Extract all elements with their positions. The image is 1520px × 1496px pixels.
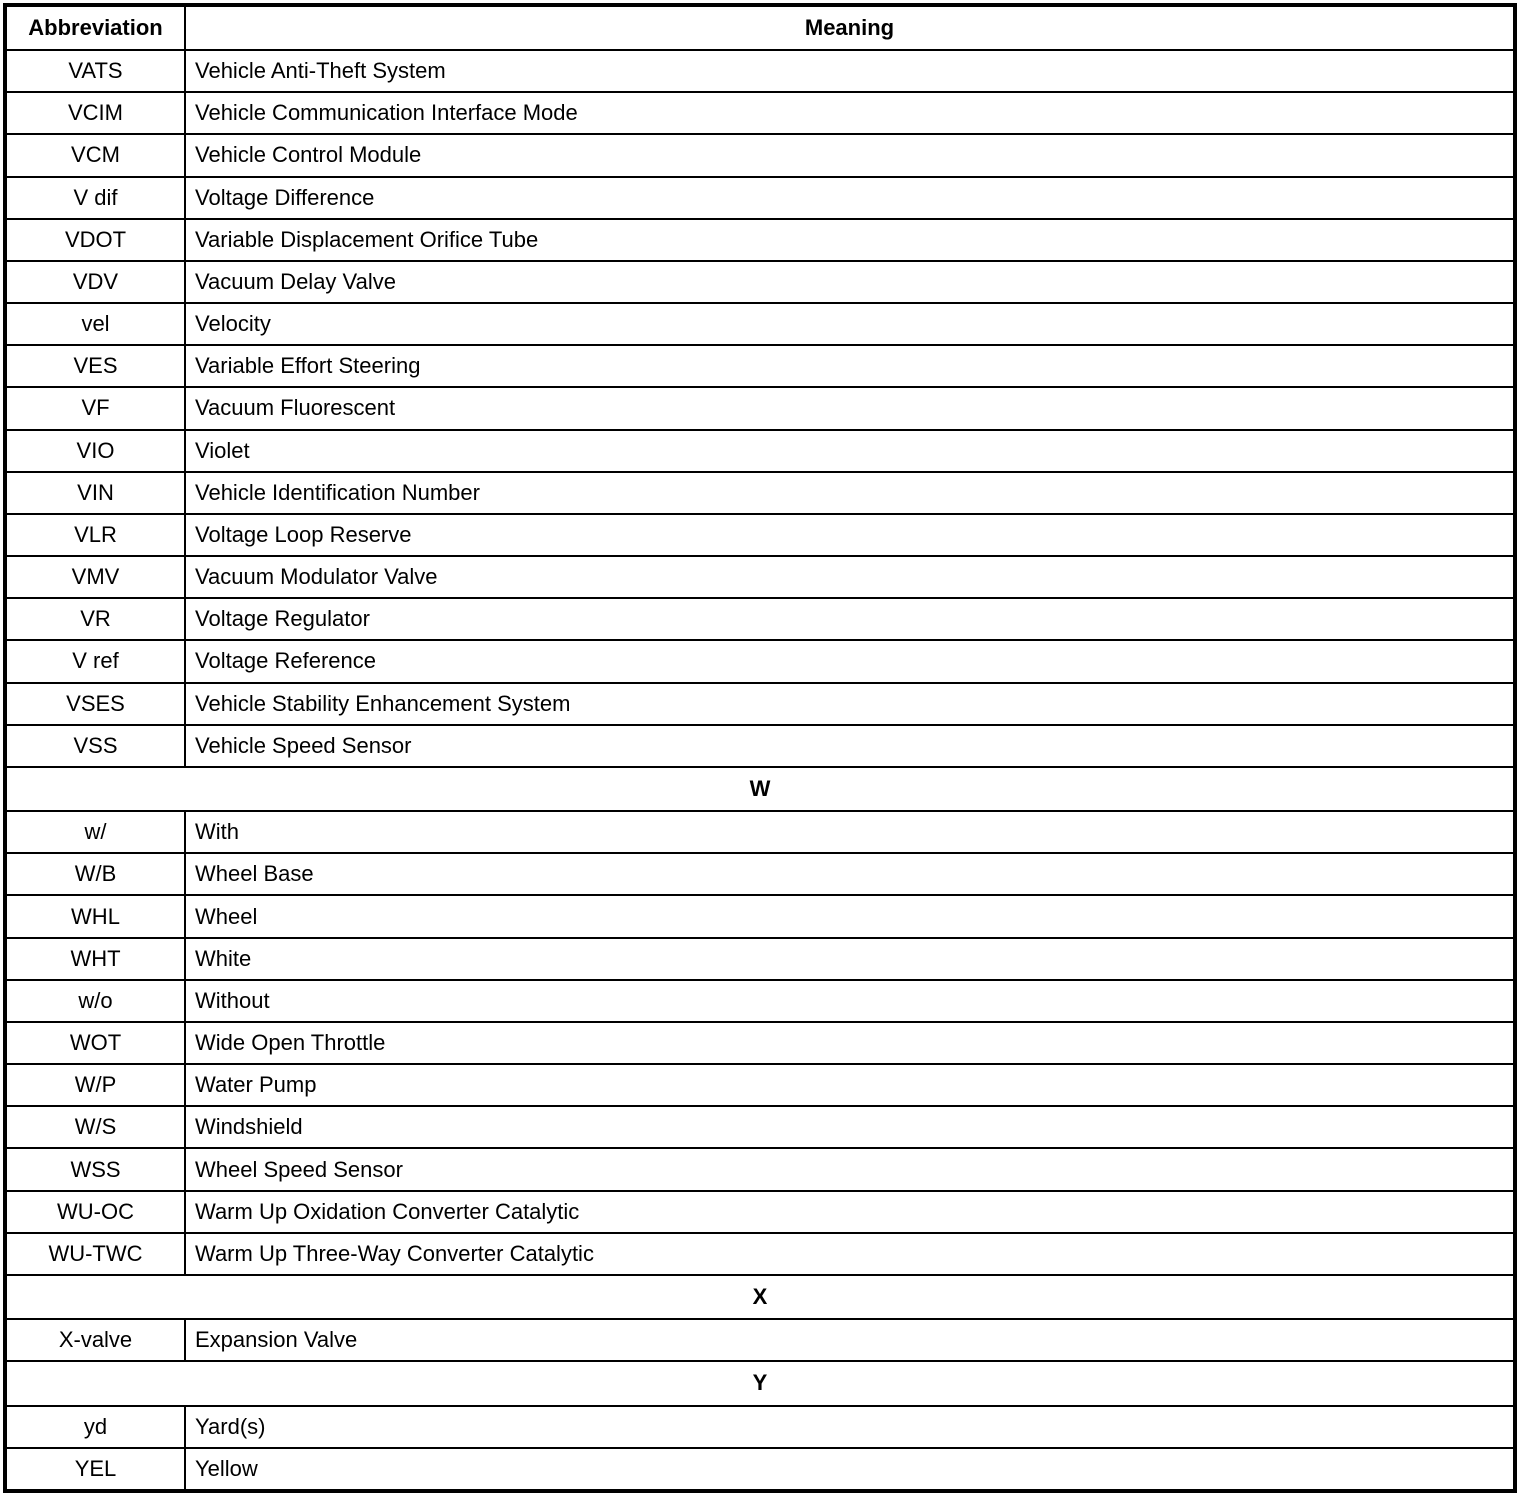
section-letter-label: W (5, 767, 1515, 811)
abbreviation-column-header: Abbreviation (5, 5, 185, 50)
abbreviation-cell: VATS (5, 50, 185, 92)
table-row (5, 1022, 1515, 1064)
section-header-row (5, 767, 1515, 811)
meaning-cell: Wheel (185, 895, 1515, 937)
table-row (5, 1448, 1515, 1491)
table-row (5, 895, 1515, 937)
table-row (5, 387, 1515, 429)
meaning-cell: Windshield (185, 1106, 1515, 1148)
abbreviation-cell: VDV (5, 261, 185, 303)
table-row (5, 556, 1515, 598)
meaning-cell: Voltage Difference (185, 177, 1515, 219)
meaning-cell: Vehicle Anti-Theft System (185, 50, 1515, 92)
table-row (5, 177, 1515, 219)
abbreviation-cell: W/S (5, 1106, 185, 1148)
meaning-cell: Voltage Regulator (185, 598, 1515, 640)
meaning-cell: Vacuum Modulator Valve (185, 556, 1515, 598)
meaning-cell: Warm Up Oxidation Converter Catalytic (185, 1191, 1515, 1233)
abbreviation-cell: yd (5, 1406, 185, 1448)
table-row (5, 938, 1515, 980)
table-row (5, 725, 1515, 767)
table-row (5, 1064, 1515, 1106)
meaning-cell: Without (185, 980, 1515, 1022)
abbreviation-cell: VMV (5, 556, 185, 598)
abbreviation-cell: VSES (5, 683, 185, 725)
table-row (5, 92, 1515, 134)
abbreviation-cell: V dif (5, 177, 185, 219)
table-row (5, 1106, 1515, 1148)
meaning-cell: Vehicle Speed Sensor (185, 725, 1515, 767)
section-header-row (5, 1361, 1515, 1405)
meaning-cell: Velocity (185, 303, 1515, 345)
table-row (5, 514, 1515, 556)
abbreviation-cell: VLR (5, 514, 185, 556)
section-letter-label: X (5, 1275, 1515, 1319)
meaning-cell: Wheel Base (185, 853, 1515, 895)
abbreviation-cell: VF (5, 387, 185, 429)
table-row (5, 345, 1515, 387)
meaning-cell: Yellow (185, 1448, 1515, 1491)
meaning-cell: Yard(s) (185, 1406, 1515, 1448)
table-row (5, 430, 1515, 472)
abbreviation-cell: W/B (5, 853, 185, 895)
meaning-cell: Wheel Speed Sensor (185, 1148, 1515, 1190)
meaning-cell: Expansion Valve (185, 1319, 1515, 1361)
abbreviation-cell: WSS (5, 1148, 185, 1190)
abbreviations-table (3, 3, 1517, 1493)
table-header-row (5, 5, 1515, 50)
abbreviation-cell: vel (5, 303, 185, 345)
abbreviation-cell: VCIM (5, 92, 185, 134)
abbreviation-cell: V ref (5, 640, 185, 682)
meaning-cell: Vehicle Identification Number (185, 472, 1515, 514)
meaning-cell: Vehicle Stability Enhancement System (185, 683, 1515, 725)
meaning-cell: White (185, 938, 1515, 980)
abbreviation-cell: VIO (5, 430, 185, 472)
table-row (5, 219, 1515, 261)
meaning-cell: Warm Up Three-Way Converter Catalytic (185, 1233, 1515, 1275)
meaning-column-header: Meaning (185, 5, 1515, 50)
meaning-cell: Water Pump (185, 1064, 1515, 1106)
table-row (5, 261, 1515, 303)
meaning-cell: Vacuum Delay Valve (185, 261, 1515, 303)
table-row (5, 598, 1515, 640)
abbreviation-cell: WHL (5, 895, 185, 937)
abbreviation-cell: VES (5, 345, 185, 387)
abbreviation-cell: VDOT (5, 219, 185, 261)
meaning-cell: Violet (185, 430, 1515, 472)
table-row (5, 980, 1515, 1022)
abbreviation-cell: YEL (5, 1448, 185, 1491)
abbreviation-cell: WU-OC (5, 1191, 185, 1233)
meaning-cell: Vacuum Fluorescent (185, 387, 1515, 429)
meaning-cell: Voltage Reference (185, 640, 1515, 682)
table-row (5, 134, 1515, 176)
table-row (5, 1233, 1515, 1275)
section-header-row (5, 1275, 1515, 1319)
table-row (5, 50, 1515, 92)
table-row (5, 853, 1515, 895)
abbreviation-table-body (5, 50, 1515, 1491)
abbreviation-cell: WHT (5, 938, 185, 980)
table-row (5, 303, 1515, 345)
abbreviation-cell: w/ (5, 811, 185, 853)
abbreviation-cell: VSS (5, 725, 185, 767)
table-row (5, 1319, 1515, 1361)
meaning-cell: Wide Open Throttle (185, 1022, 1515, 1064)
table-row (5, 811, 1515, 853)
table-row (5, 472, 1515, 514)
abbreviation-cell: X-valve (5, 1319, 185, 1361)
table-row (5, 683, 1515, 725)
abbreviation-cell: W/P (5, 1064, 185, 1106)
section-letter-label: Y (5, 1361, 1515, 1405)
abbreviation-cell: VCM (5, 134, 185, 176)
meaning-cell: Variable Displacement Orifice Tube (185, 219, 1515, 261)
meaning-cell: Variable Effort Steering (185, 345, 1515, 387)
abbreviation-cell: VR (5, 598, 185, 640)
table-row (5, 1148, 1515, 1190)
table-row (5, 1406, 1515, 1448)
meaning-cell: With (185, 811, 1515, 853)
abbreviation-cell: VIN (5, 472, 185, 514)
abbreviation-cell: WU-TWC (5, 1233, 185, 1275)
table-row (5, 1191, 1515, 1233)
meaning-cell: Vehicle Communication Interface Mode (185, 92, 1515, 134)
abbreviation-cell: WOT (5, 1022, 185, 1064)
abbreviation-cell: w/o (5, 980, 185, 1022)
meaning-cell: Voltage Loop Reserve (185, 514, 1515, 556)
table-row (5, 640, 1515, 682)
meaning-cell: Vehicle Control Module (185, 134, 1515, 176)
